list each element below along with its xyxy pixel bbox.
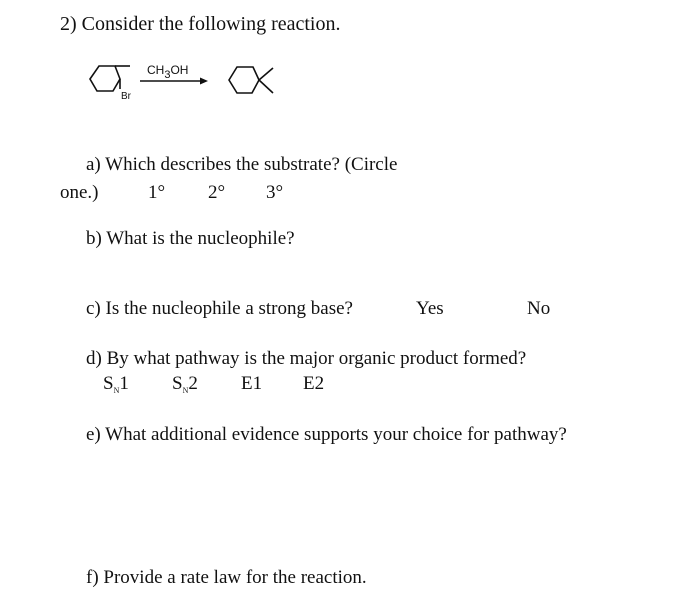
pathway-e1[interactable]: E1 <box>241 373 263 394</box>
question-c: c) Is the nucleophile a strong base? <box>86 298 353 319</box>
pathway-e2[interactable]: E2 <box>303 373 325 394</box>
question-title: 2) Consider the following reaction. <box>60 13 341 35</box>
reaction-arrow <box>140 76 210 86</box>
option-tertiary[interactable]: 3° <box>266 182 284 203</box>
leaving-group-label: Br <box>121 91 131 102</box>
question-f: f) Provide a rate law for the reaction. <box>86 567 367 588</box>
question-a-line2: one.) <box>60 182 99 203</box>
answer-no[interactable]: No <box>527 298 551 319</box>
product-structure <box>225 60 285 105</box>
reactant-structure <box>80 58 140 108</box>
pathway-sn2[interactable]: $S_N2$ <box>172 373 198 395</box>
question-d: d) By what pathway is the major organic product formed? <box>86 348 527 369</box>
reagent-label: CH3OH <box>147 63 189 81</box>
question-e: e) What additional evidence supports your choice for pathway? <box>86 424 567 445</box>
option-secondary[interactable]: 2° <box>208 182 226 203</box>
pathway-sn1[interactable]: $S_N1$ <box>103 373 129 395</box>
question-a-line1: a) Which describes the substrate? (Circle <box>86 154 398 175</box>
answer-yes[interactable]: Yes <box>416 298 444 319</box>
question-b: b) What is the nucleophile? <box>86 228 295 249</box>
option-primary[interactable]: 1° <box>148 182 166 203</box>
